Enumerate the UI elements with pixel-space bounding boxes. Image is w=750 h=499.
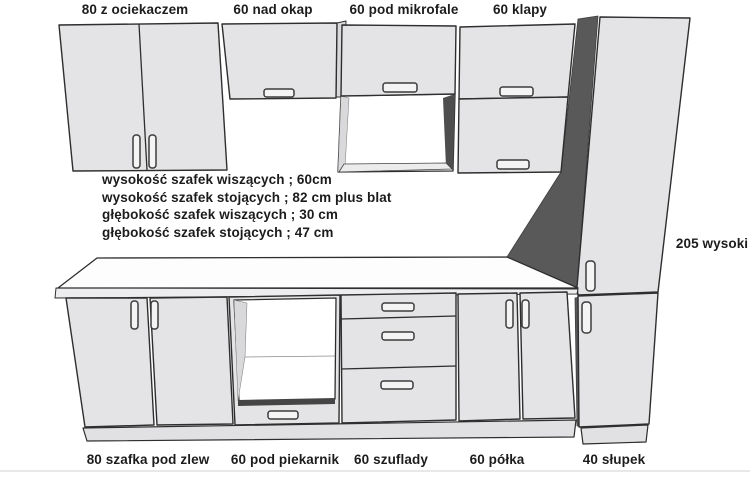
door-handle xyxy=(497,160,529,169)
drawer-handle xyxy=(382,303,414,311)
oven-opening xyxy=(234,298,336,401)
microwave-niche xyxy=(338,94,455,172)
door-handle xyxy=(522,300,529,328)
note-line: głębokość szafek stojących ; 47 cm xyxy=(102,224,334,240)
label-60-klapy: 60 klapy xyxy=(492,2,548,17)
door-handle xyxy=(582,302,591,333)
door-handle xyxy=(383,83,417,92)
label-60-pod-piekarnik: 60 pod piekarnik xyxy=(230,452,340,467)
label-80-szafka-pod-zlew: 80 szafka pod zlew xyxy=(86,452,210,467)
door-handle xyxy=(131,301,138,329)
note-line: wysokość szafek stojących ; 82 cm plus blat xyxy=(102,189,392,205)
wall-cabinet-60-nad-okap xyxy=(222,23,337,99)
door-handle xyxy=(586,261,595,291)
door-handle xyxy=(149,135,156,168)
label-80-z-ociekaczem: 80 z ociekaczem xyxy=(81,2,189,17)
label-60-nad-okap: 60 nad okap xyxy=(233,2,313,17)
door-handle xyxy=(506,300,513,328)
door-handle xyxy=(264,89,294,97)
drawer-handle xyxy=(382,332,414,340)
countertop-surface xyxy=(58,257,578,288)
label-60-polka: 60 półka xyxy=(469,452,525,467)
label-60-szuflady: 60 szuflady xyxy=(354,452,428,467)
label-205-wysoki: 205 wysoki xyxy=(675,236,749,251)
note-line: wysokość szafek wiszących ; 60cm xyxy=(102,172,332,187)
door-handle xyxy=(151,301,158,329)
door-handle xyxy=(133,135,140,168)
dimension-notes xyxy=(102,171,391,241)
label-40-slupek: 40 słupek xyxy=(582,452,646,467)
base-cabinet-sink-left-door xyxy=(66,298,154,427)
tall-cabinet-plinth xyxy=(581,425,648,444)
drawer-handle xyxy=(381,381,413,389)
base-cabinet-drawers xyxy=(341,293,456,423)
door-handle xyxy=(500,87,533,96)
label-60-pod-mikrofale: 60 pod mikrofale xyxy=(349,2,459,17)
drawer-handle xyxy=(268,411,298,419)
base-cabinet-sink-right-door xyxy=(150,297,233,425)
note-line: głębokość szafek wiszących ; 30 cm xyxy=(102,207,339,222)
